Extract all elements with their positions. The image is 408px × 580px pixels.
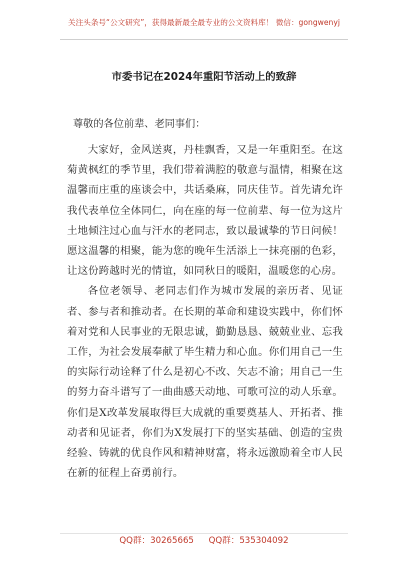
footer-qq-group-2: QQ群：535304092 bbox=[208, 536, 289, 546]
footer-qq-group-1: QQ群：30265665 bbox=[119, 536, 194, 546]
header-notice: 关注头条号“公文研究”，获得最新最全最专业的公文资料库！ 微信：gongwenyj bbox=[68, 18, 340, 27]
paragraph-tribute: 各位老领导、老同志们作为城市发展的亲历者、见证者、参与者和推动者。在长期的革命和建设实践中，你们怀着对党和人民事业的无限忠诚，勤勤恳恳、兢兢业业、忘我工作，为社会发展奉献了毕生精力和心血。你们用自己一生的实际行动诠释了什么是初心不改、矢志不渝；用自己一生的努力奋斗谱写了一曲曲感天动地、可歌可泣的动人乐章。你们是X改革发展取得巨大成就的重要奠基人、开拓者、推动者和见证者，你们为X发展打下的坚实基础、创造的宝贵经验、铸就的优良作风和精神财富，将永远激励着全市人民在新的征程上奋勇前行。 bbox=[67, 285, 343, 480]
footer bbox=[0, 535, 408, 547]
salutation: 尊敬的各位前辈、老同事们： bbox=[73, 119, 206, 130]
document-body bbox=[67, 140, 343, 483]
footer-divider bbox=[60, 533, 348, 534]
header-divider bbox=[60, 39, 348, 40]
paragraph-greeting: 大家好，金风送爽，丹桂飘香，又是一年重阳至。在这菊黄枫红的季节里，我们带着满腔的敬意与温情，相聚在这温馨而庄重的座谈会中，共话桑麻，同庆佳节。首先请允许我代表单位全体同仁，向在座的每一位前辈、每一位为这片土地倾注过心血与汗水的老同志，致以最诚挚的节日问候！愿这温馨的相聚，能为您的晚年生活添上一抹亮丽的色彩，让这份跨越时光的情谊，如同秋日的暖阳，温暖您的心房。 bbox=[67, 144, 343, 278]
document-title: 市委书记在2024年重阳节活动上的致辞 bbox=[111, 71, 297, 83]
